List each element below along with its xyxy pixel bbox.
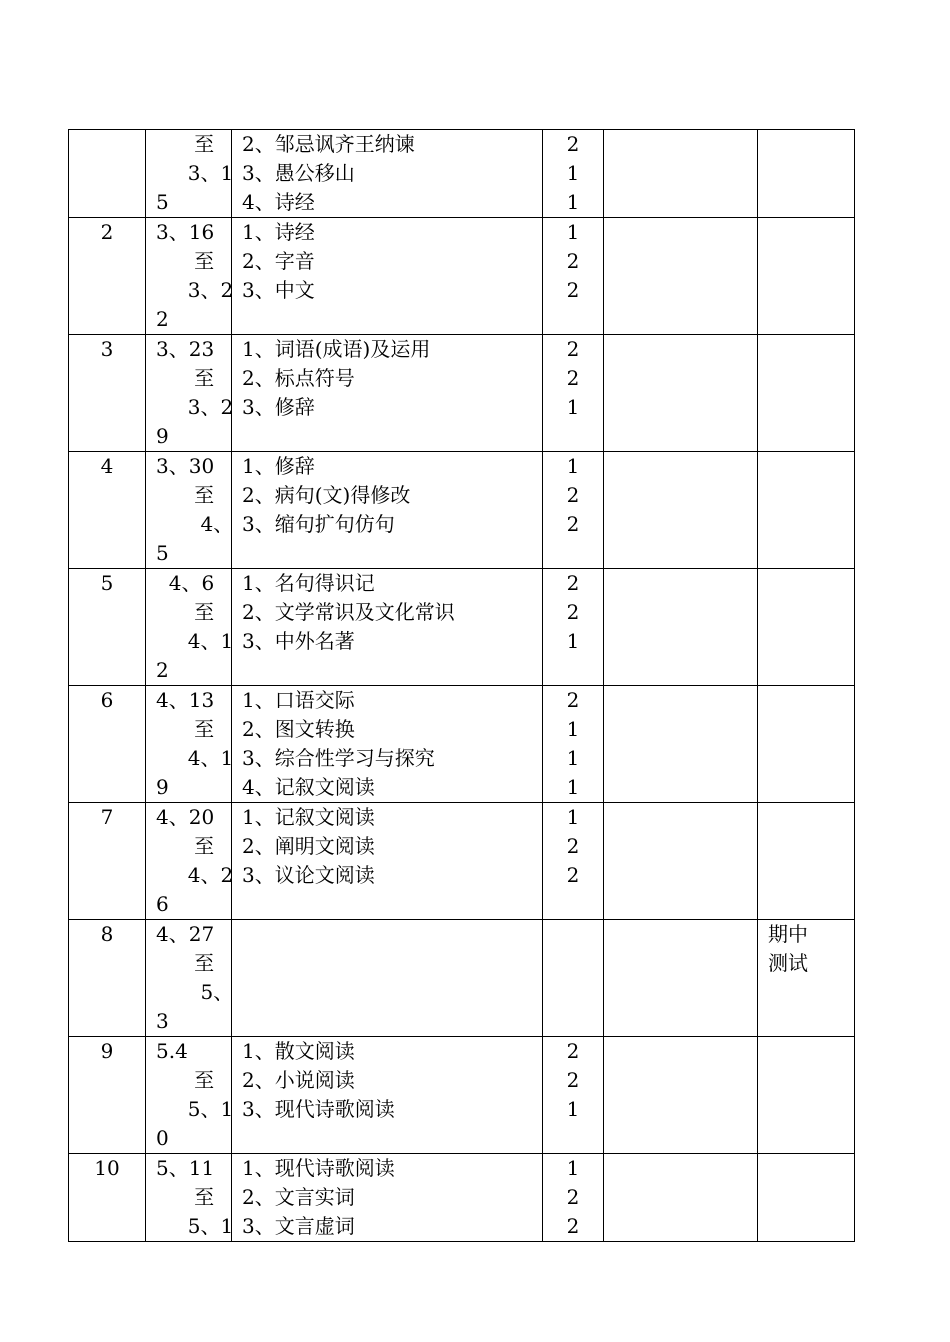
blank-cell <box>604 686 758 803</box>
date-line: 5 <box>156 541 169 565</box>
topic-line: 2、邹忌讽齐王纳谏 <box>242 132 415 156</box>
hours-line: 2 <box>566 132 580 156</box>
topic-line: 1、散文阅读 <box>242 1039 355 1063</box>
week-number: 2 <box>100 220 114 244</box>
hours-line: 2 <box>566 483 580 507</box>
date-range-cell <box>146 218 232 335</box>
hours-line: 2 <box>566 600 580 624</box>
date-line: 3、23 <box>156 337 215 361</box>
date-range-cell <box>146 686 232 803</box>
hours-line: 2 <box>566 512 580 536</box>
hours-line: 1 <box>566 161 580 185</box>
date-line: 0 <box>156 1126 169 1150</box>
topic-line: 2、文学常识及文化常识 <box>242 600 455 624</box>
blank-cell <box>604 1154 758 1242</box>
note-cell <box>758 452 855 569</box>
date-line: 5、 <box>156 980 234 1004</box>
hours-cell <box>543 218 604 335</box>
date-line: 3、16 <box>156 220 215 244</box>
table-row <box>69 920 855 1037</box>
hours-cell <box>543 686 604 803</box>
topic-line: 3、中文 <box>242 278 315 302</box>
topic-cell <box>232 686 543 803</box>
date-line: 至 <box>156 717 215 741</box>
blank-cell <box>604 803 758 920</box>
hours-line: 1 <box>566 629 580 653</box>
topic-line: 1、名句得识记 <box>242 571 375 595</box>
date-line: 3、2 <box>156 278 234 302</box>
hours-line: 2 <box>566 366 580 390</box>
topic-line: 1、记叙文阅读 <box>242 805 375 829</box>
schedule-body <box>69 130 855 1242</box>
hours-cell <box>543 452 604 569</box>
topic-line: 3、文言虚词 <box>242 1214 355 1238</box>
topic-cell <box>232 130 543 218</box>
date-line: 5、1 <box>156 1097 234 1121</box>
week-number: 9 <box>100 1039 114 1063</box>
topic-line: 3、愚公移山 <box>242 161 355 185</box>
date-line: 3、2 <box>156 395 234 419</box>
hours-line: 1 <box>566 190 580 214</box>
topic-cell <box>232 335 543 452</box>
topic-line: 3、中外名著 <box>242 629 355 653</box>
topic-line: 3、议论文阅读 <box>242 863 375 887</box>
blank-cell <box>604 1037 758 1154</box>
topic-cell <box>232 218 543 335</box>
table-row <box>69 1037 855 1154</box>
date-line: 至 <box>156 132 215 156</box>
date-line: 至 <box>156 366 215 390</box>
week-number: 7 <box>100 805 114 829</box>
blank-cell <box>604 130 758 218</box>
note-cell <box>758 686 855 803</box>
topic-line: 2、标点符号 <box>242 366 355 390</box>
week-number-cell <box>69 218 146 335</box>
week-number: 8 <box>100 922 114 946</box>
note-cell <box>758 218 855 335</box>
hours-line: 2 <box>566 1185 580 1209</box>
date-line: 4、2 <box>156 863 234 887</box>
topic-cell <box>232 452 543 569</box>
date-range-cell <box>146 335 232 452</box>
hours-line: 2 <box>566 688 580 712</box>
topic-cell <box>232 803 543 920</box>
blank-cell <box>604 569 758 686</box>
week-number-cell <box>69 920 146 1037</box>
hours-cell <box>543 130 604 218</box>
date-line: 5.4 <box>156 1039 188 1063</box>
note-cell <box>758 335 855 452</box>
blank-cell <box>604 335 758 452</box>
date-range-cell <box>146 1154 232 1242</box>
hours-line: 1 <box>566 805 580 829</box>
table-row <box>69 130 855 218</box>
note-cell <box>758 130 855 218</box>
topic-line: 3、缩句扩句仿句 <box>242 512 395 536</box>
topic-line: 4、记叙文阅读 <box>242 775 375 799</box>
topic-line: 2、图文转换 <box>242 717 355 741</box>
hours-line: 2 <box>566 1039 580 1063</box>
date-line: 4、 <box>156 512 234 536</box>
topic-line: 2、文言实词 <box>242 1185 355 1209</box>
date-line: 4、27 <box>156 922 215 946</box>
date-line: 3、30 <box>156 454 215 478</box>
topic-cell <box>232 1037 543 1154</box>
blank-cell <box>604 452 758 569</box>
hours-line: 1 <box>566 454 580 478</box>
topic-line: 1、诗经 <box>242 220 315 244</box>
date-line: 4、13 <box>156 688 215 712</box>
date-line: 至 <box>156 249 215 273</box>
date-range-cell <box>146 803 232 920</box>
topic-line: 1、词语(成语)及运用 <box>242 337 431 361</box>
date-line: 5、11 <box>156 1156 215 1180</box>
date-line: 3 <box>156 1009 169 1033</box>
hours-line: 1 <box>566 746 580 770</box>
hours-line: 2 <box>566 834 580 858</box>
hours-cell <box>543 803 604 920</box>
date-line: 2 <box>156 658 169 682</box>
topic-line: 4、诗经 <box>242 190 315 214</box>
hours-line: 1 <box>566 775 580 799</box>
topic-line: 3、现代诗歌阅读 <box>242 1097 395 1121</box>
date-line: 5、1 <box>156 1214 234 1238</box>
week-number-cell <box>69 686 146 803</box>
week-number-cell <box>69 335 146 452</box>
table-row <box>69 335 855 452</box>
date-line: 至 <box>156 1068 215 1092</box>
blank-cell <box>604 920 758 1037</box>
week-number-cell <box>69 569 146 686</box>
hours-cell <box>543 569 604 686</box>
topic-line: 1、口语交际 <box>242 688 355 712</box>
topic-line: 3、修辞 <box>242 395 315 419</box>
date-line: 至 <box>156 834 215 858</box>
week-number: 5 <box>100 571 114 595</box>
week-number-cell <box>69 1154 146 1242</box>
date-range-cell <box>146 1037 232 1154</box>
topic-line: 1、修辞 <box>242 454 315 478</box>
date-line: 4、1 <box>156 746 234 770</box>
hours-cell <box>543 1154 604 1242</box>
date-line: 至 <box>156 951 215 975</box>
date-line: 6 <box>156 892 169 916</box>
hours-line: 2 <box>566 863 580 887</box>
note-cell <box>758 1037 855 1154</box>
hours-line: 1 <box>566 1156 580 1180</box>
table-row <box>69 218 855 335</box>
hours-cell <box>543 920 604 1037</box>
date-line: 至 <box>156 600 215 624</box>
note-cell <box>758 920 855 1037</box>
table-row <box>69 1154 855 1242</box>
topic-cell <box>232 569 543 686</box>
date-range-cell <box>146 569 232 686</box>
topic-line: 2、病句(文)得修改 <box>242 483 411 507</box>
note-line: 测试 <box>768 951 808 975</box>
topic-line: 2、小说阅读 <box>242 1068 355 1092</box>
hours-line: 2 <box>566 1214 580 1238</box>
hours-cell <box>543 335 604 452</box>
note-cell <box>758 569 855 686</box>
hours-line: 1 <box>566 1097 580 1121</box>
date-line: 4、20 <box>156 805 215 829</box>
note-line: 期中 <box>768 922 808 946</box>
date-line: 2 <box>156 307 169 331</box>
topic-line: 2、阐明文阅读 <box>242 834 375 858</box>
topic-line: 2、字音 <box>242 249 315 273</box>
date-line: 4、6 <box>156 571 215 595</box>
schedule-table <box>68 129 855 1242</box>
table-row <box>69 803 855 920</box>
hours-line: 2 <box>566 571 580 595</box>
hours-line: 1 <box>566 717 580 741</box>
date-line: 4、1 <box>156 629 234 653</box>
table-row <box>69 686 855 803</box>
week-number: 6 <box>100 688 114 712</box>
blank-cell <box>604 218 758 335</box>
hours-line: 2 <box>566 278 580 302</box>
table-row <box>69 452 855 569</box>
hours-line: 1 <box>566 220 580 244</box>
week-number: 3 <box>100 337 114 361</box>
table-row <box>69 569 855 686</box>
topic-line: 3、综合性学习与探究 <box>242 746 435 770</box>
date-range-cell <box>146 452 232 569</box>
date-line: 5 <box>156 190 169 214</box>
week-number-cell <box>69 452 146 569</box>
date-range-cell <box>146 920 232 1037</box>
date-line: 9 <box>156 424 169 448</box>
week-number-cell <box>69 803 146 920</box>
date-range-cell <box>146 130 232 218</box>
topic-cell <box>232 920 543 1037</box>
note-cell <box>758 1154 855 1242</box>
week-number-cell <box>69 1037 146 1154</box>
hours-line: 2 <box>566 1068 580 1092</box>
hours-line: 2 <box>566 337 580 361</box>
date-line: 9 <box>156 775 169 799</box>
date-line: 3、1 <box>156 161 234 185</box>
week-number: 10 <box>94 1156 120 1180</box>
hours-cell <box>543 1037 604 1154</box>
hours-line: 1 <box>566 395 580 419</box>
note-cell <box>758 803 855 920</box>
topic-line: 1、现代诗歌阅读 <box>242 1156 395 1180</box>
date-line: 至 <box>156 1185 215 1209</box>
date-line: 至 <box>156 483 215 507</box>
hours-line: 2 <box>566 249 580 273</box>
week-number: 4 <box>100 454 114 478</box>
week-number-cell <box>69 130 146 218</box>
topic-cell <box>232 1154 543 1242</box>
